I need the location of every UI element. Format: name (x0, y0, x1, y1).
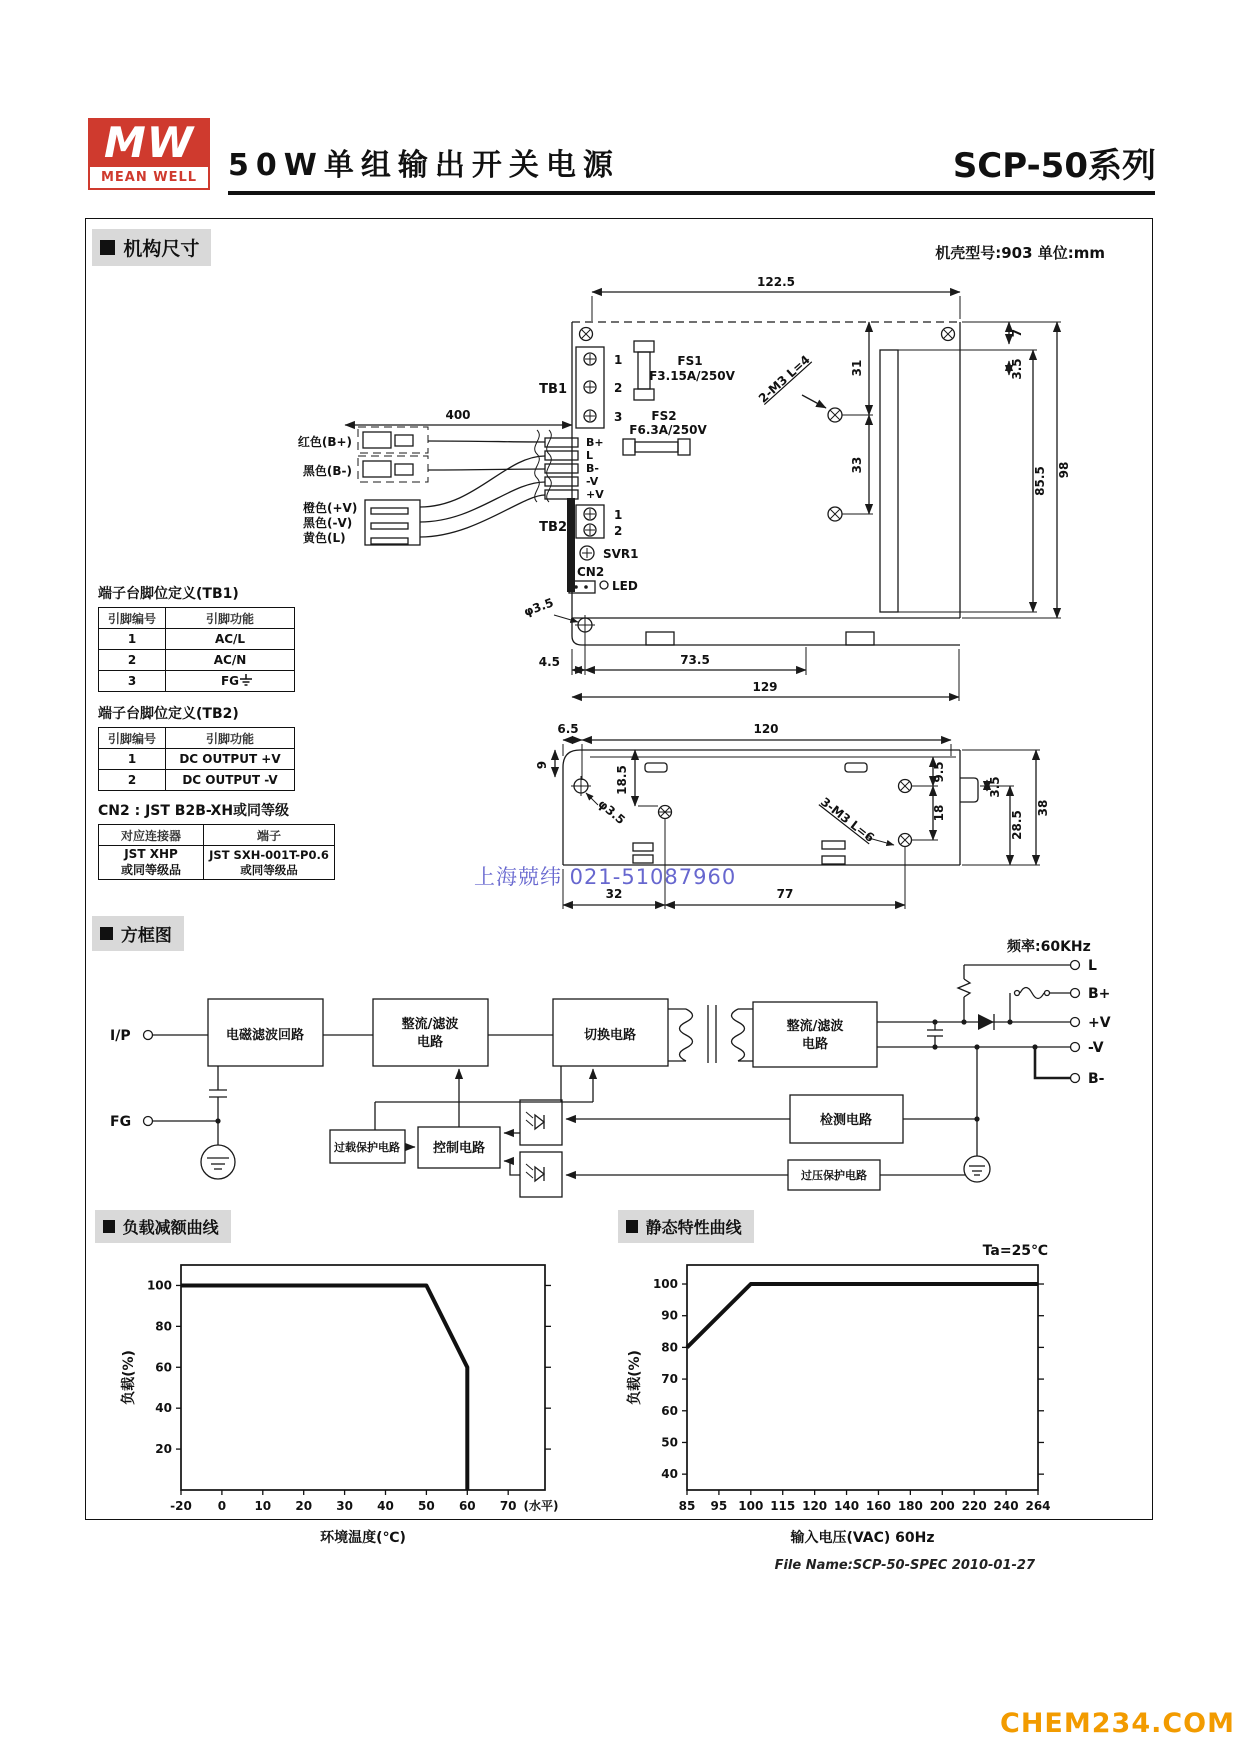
transformer-icon (668, 1005, 753, 1063)
output-terminal-icon (1071, 1074, 1080, 1083)
svg-text:220: 220 (961, 1499, 987, 1513)
output-label: B- (1088, 1071, 1105, 1087)
output-terminal-icon (1071, 961, 1080, 970)
dim-label: 120 (753, 722, 779, 736)
watermark: 上海兢纬 021-51087960 (474, 865, 737, 889)
screw-icon (584, 410, 596, 422)
dim-label: φ3.5 (521, 595, 556, 620)
terminal-label: B+ (586, 436, 604, 449)
section-static-curve-label: 静态特性曲线 (645, 1218, 742, 1237)
screw-callout: 3-M3 L=6 (817, 794, 877, 846)
svg-text:115: 115 (770, 1499, 796, 1513)
dim-label: 9.5 (932, 761, 946, 783)
screw-icon (584, 381, 596, 393)
input-terminal-icon (144, 1031, 153, 1040)
m3-hole-icon (659, 806, 672, 819)
tb2-table (98, 703, 295, 791)
block-label: 过压保护电路 (801, 1169, 867, 1182)
cn2-label: CN2 (577, 565, 605, 579)
cn2-table (98, 800, 335, 880)
feedback-wiring (375, 1047, 990, 1182)
svg-text:70: 70 (661, 1372, 678, 1387)
dim-label: 18 (932, 804, 946, 822)
svg-text:180: 180 (897, 1499, 923, 1513)
svg-text:120: 120 (802, 1499, 828, 1513)
frequency-note: 频率:60KHz (1007, 939, 1091, 955)
svg-text:0: 0 (217, 1499, 227, 1513)
terminal-label: B- (586, 462, 599, 475)
col-header: 引脚编号 (99, 728, 166, 749)
svg-text:80: 80 (155, 1319, 172, 1334)
output-network (877, 961, 1080, 1083)
dim-label: 98 (1057, 461, 1071, 479)
col-header: 对应连接器 (99, 825, 204, 846)
svg-text:85: 85 (678, 1499, 696, 1513)
svg-text:40: 40 (155, 1401, 172, 1416)
meanwell-logo (88, 118, 210, 190)
svg-text:30: 30 (336, 1499, 353, 1513)
svg-text:100: 100 (652, 1277, 678, 1292)
block-label: 检测电路 (819, 1113, 873, 1128)
svg-text:60: 60 (458, 1499, 476, 1513)
table-row: 3 FG (99, 671, 295, 692)
svg-text:负载(%): 负载(%) (627, 1350, 643, 1405)
terminal-strip (545, 438, 578, 499)
fs1-label: FS1 (677, 354, 703, 368)
svg-text:40: 40 (661, 1467, 678, 1482)
dim-label: 38 (1036, 799, 1050, 817)
section-marker-icon (103, 1220, 115, 1232)
wire-label: 黄色(L) (303, 531, 346, 545)
svg-text:264: 264 (1025, 1499, 1051, 1513)
output-terminal-icon (1071, 989, 1080, 998)
pin-label: 1 (614, 508, 623, 522)
block-label: 整流/滤波 (786, 1019, 844, 1034)
hole-icon (571, 776, 591, 796)
svg-text:160: 160 (865, 1499, 891, 1513)
file-name: File Name:SCP-50-SPEC 2010-01-27 (774, 1558, 1035, 1573)
table-row: 1 AC/L (99, 629, 295, 650)
page-title: 50W单组输出开关电源 (228, 148, 620, 183)
section-static-curve (618, 1210, 754, 1243)
section-mechanical-label: 机构尺寸 (123, 238, 200, 260)
section-block-diagram-label: 方框图 (120, 926, 172, 946)
svg-text:50: 50 (661, 1435, 678, 1450)
fs1-rating: F3.15A/250V (649, 369, 735, 383)
dim-label: 32 (605, 887, 623, 901)
fs2-label: FS2 (651, 409, 677, 423)
static-characteristic-chart (626, 1243, 1051, 1546)
charts (90, 1240, 1150, 1560)
block-diagram (90, 935, 1150, 1235)
svg-text:(水平): (水平) (523, 1499, 559, 1513)
fs2-rating: F6.3A/250V (629, 423, 707, 437)
dim-label: 4.5 (538, 655, 560, 669)
output-terminal-icon (1071, 1018, 1080, 1027)
tb2-table-title: 端子台脚位定义(TB2) (98, 706, 239, 722)
m3-hole-icon (828, 408, 842, 422)
svr1-label: SVR1 (603, 547, 639, 561)
wire-label: 黑色(-V) (303, 516, 353, 530)
dim-label: 18.5 (615, 765, 629, 795)
svg-text:100: 100 (146, 1278, 172, 1293)
section-derating-label: 负载减额曲线 (122, 1218, 219, 1237)
svg-text:60: 60 (661, 1403, 678, 1418)
svg-text:50: 50 (418, 1499, 435, 1513)
pin-label: 1 (614, 353, 623, 367)
terminal-label: L (586, 449, 594, 462)
dim-label: 6.5 (557, 722, 579, 736)
wire-label: 黑色(B-) (302, 464, 352, 478)
terminal-label: +V (586, 488, 604, 501)
col-header: 端子 (204, 825, 335, 846)
tb2-label: TB2 (539, 520, 567, 535)
dim-label: 7 (1010, 328, 1024, 338)
svr1-screw-icon (580, 546, 594, 560)
svg-text:200: 200 (929, 1499, 955, 1513)
svg-text:60: 60 (155, 1360, 172, 1375)
dim-label: 9 (535, 760, 549, 770)
derating-chart (120, 1265, 558, 1546)
rectifier2-block (753, 1002, 877, 1067)
svg-text:70: 70 (499, 1499, 517, 1513)
output-label: L (1088, 958, 1097, 974)
tb1-label: TB1 (539, 382, 567, 397)
wire-harness (298, 408, 572, 545)
svg-text:20: 20 (295, 1499, 313, 1513)
input-label: I/P (110, 1028, 131, 1044)
svg-text:90: 90 (661, 1308, 678, 1323)
screw-icon (584, 508, 596, 520)
block-label: 电磁滤波回路 (225, 1028, 305, 1043)
block-label: 切换电路 (583, 1028, 637, 1043)
pin-label: 2 (614, 381, 623, 395)
svg-text:10: 10 (254, 1499, 272, 1513)
cn2-table-title: CN2 : JST B2B-XH或同等级 (98, 803, 290, 819)
pin-label: 2 (614, 524, 623, 538)
block-label: 电路 (416, 1035, 444, 1050)
dim-label: 400 (445, 408, 471, 422)
dim-label: φ3.5 (595, 796, 628, 828)
svg-text:环境温度(℃): 环境温度(℃) (320, 1530, 406, 1546)
fg-terminal-icon (144, 1117, 153, 1126)
wire-label: 红色(B+) (297, 435, 352, 449)
corner-screw-icon (580, 328, 593, 341)
fg-branch (144, 1066, 236, 1179)
block-label: 控制电路 (432, 1141, 486, 1156)
site-watermark: CHEM234.COM (1000, 1708, 1235, 1739)
dim-label: 3.5 (988, 776, 1002, 798)
svg-text:80: 80 (661, 1340, 678, 1355)
svg-text:Ta=25℃: Ta=25℃ (982, 1243, 1048, 1259)
terminal-label: -V (586, 475, 599, 488)
case-note: 机壳型号:903 单位:mm (935, 244, 1105, 262)
wire-label: 橙色(+V) (303, 501, 358, 515)
col-header: 引脚功能 (166, 608, 295, 629)
svg-text:-20: -20 (170, 1499, 192, 1513)
dim-label: 33 (850, 456, 864, 474)
rectifier1-block (373, 999, 488, 1066)
block-label: 过载保护电路 (334, 1141, 400, 1154)
header-rule (228, 191, 1155, 195)
corner-screw-icon (942, 328, 955, 341)
tb1-table (98, 583, 295, 692)
optocoupler-icon (520, 1152, 562, 1197)
pin-label: 3 (614, 410, 623, 424)
svg-text:95: 95 (710, 1499, 728, 1513)
m3-hole-icon (899, 834, 912, 847)
fg-label: FG (110, 1114, 132, 1130)
screw-icon (584, 524, 596, 536)
svg-text:20: 20 (155, 1442, 172, 1457)
col-header: 引脚编号 (99, 608, 166, 629)
led-icon (600, 581, 608, 589)
svg-text:输入电压(VAC) 60Hz: 输入电压(VAC) 60Hz (790, 1530, 935, 1546)
dim-label: 73.5 (680, 653, 710, 667)
svg-text:40: 40 (377, 1499, 394, 1513)
table-row: JST XHP 或同等级品 JST SXH-001T-P0.6 或同等级品 (99, 846, 335, 880)
dim-label: 85.5 (1033, 466, 1047, 496)
output-terminal-icon (1071, 1043, 1080, 1052)
output-label: -V (1088, 1040, 1104, 1056)
led-label: LED (612, 579, 638, 593)
svg-text:240: 240 (993, 1499, 1019, 1513)
table-row: 2 DC OUTPUT -V (99, 770, 295, 791)
section-marker-icon (626, 1220, 638, 1232)
dim-label: 129 (752, 680, 778, 694)
top-view (522, 275, 1071, 701)
logo-brand-text: MEAN WELL (90, 167, 208, 188)
dim-label: 122.5 (757, 275, 795, 289)
dim-label: 77 (776, 887, 794, 901)
col-header: 引脚功能 (166, 728, 295, 749)
dim-label: 3.5 (1010, 358, 1024, 380)
table-row: 1 DC OUTPUT +V (99, 749, 295, 770)
section-derating (95, 1210, 231, 1243)
block-label: 电路 (801, 1037, 829, 1052)
output-label: B+ (1088, 986, 1111, 1002)
m3-hole-icon (899, 780, 912, 793)
m3-hole-icon (828, 507, 842, 521)
svg-text:负载(%): 负载(%) (121, 1350, 137, 1405)
tb1-table-title: 端子台脚位定义(TB1) (98, 586, 239, 602)
table-row: 2 AC/N (99, 650, 295, 671)
svg-text:100: 100 (738, 1499, 764, 1513)
screw-icon (584, 353, 596, 365)
block-label: 整流/滤波 (401, 1017, 459, 1032)
dim-label: 31 (850, 359, 864, 377)
earth-icon (239, 674, 253, 687)
optocoupler-icon (520, 1100, 562, 1145)
output-label: +V (1088, 1015, 1111, 1031)
logo-mw-icon: MW (103, 118, 195, 167)
screw-callout: 2-M3 L=4 (755, 352, 813, 406)
dim-label: 28.5 (1010, 810, 1024, 840)
svg-text:140: 140 (834, 1499, 860, 1513)
series-title: SCP-50系列 (952, 146, 1156, 186)
